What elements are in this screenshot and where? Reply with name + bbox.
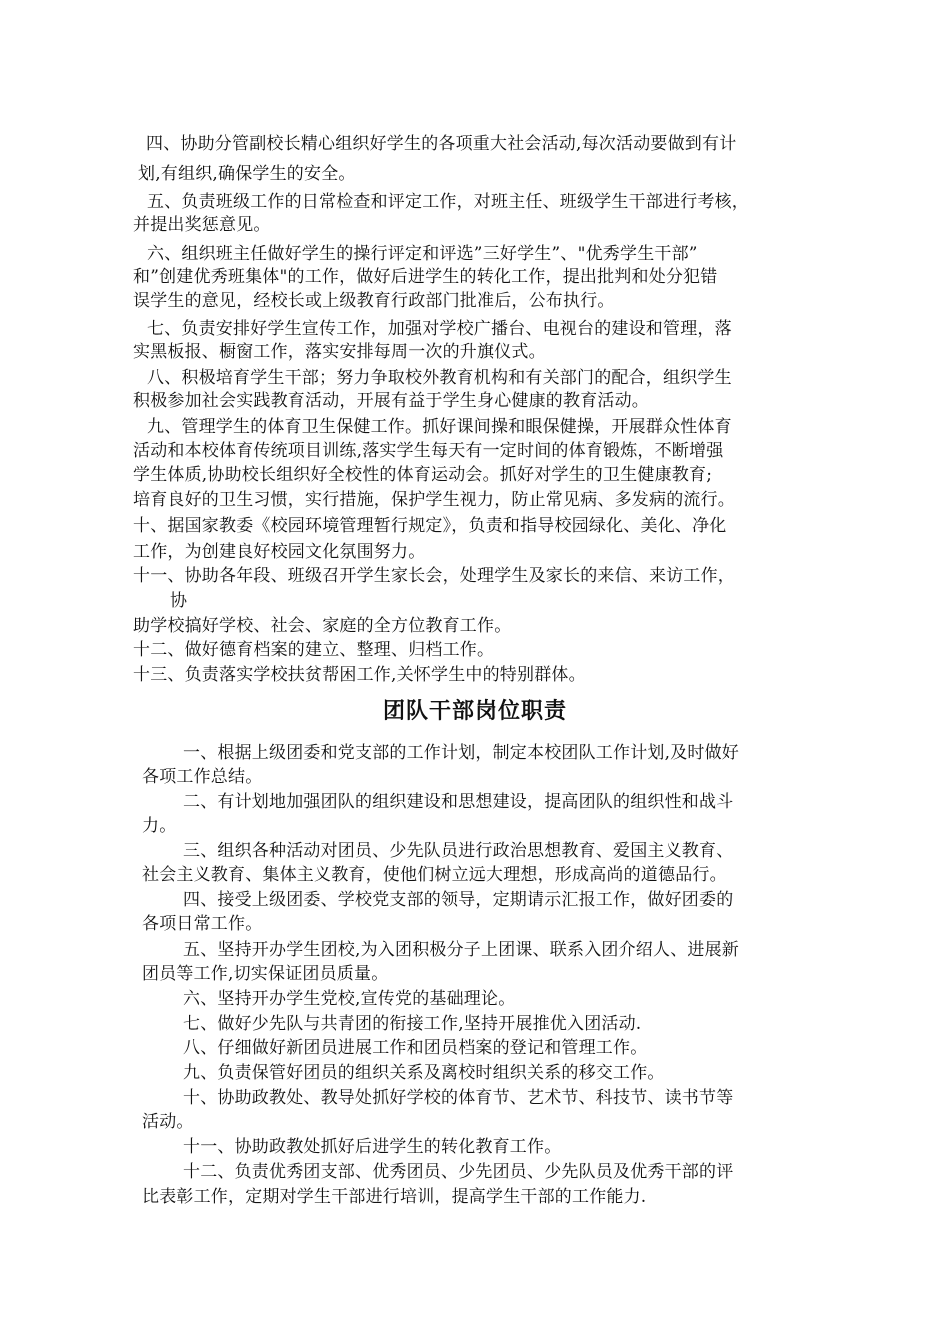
team-duty-line: 一、根据上级团委和党支部的工作计划，制定本校团队工作计划,及时做好 — [183, 743, 740, 763]
duty-line: 十、据国家教委《校园环境管理暂行规定》，负责和指导校园绿化、美化、净化 — [133, 516, 727, 536]
duty-line: 七、负责安排好学生宣传工作，加强对学校广播台、电视台的建设和管理，落 — [147, 319, 732, 339]
team-duty-line: 二、有计划地加强团队的组织建设和思想建设，提高团队的组织性和战斗 — [183, 792, 734, 812]
duty-line: 协 — [170, 591, 188, 611]
duty-line: 实黑板报、橱窗工作，落实安排每周一次的升旗仪式。 — [133, 342, 546, 362]
duty-line: 六、组织班主任做好学生的操行评定和评选”三好学生”、"优秀学生干部” — [147, 244, 698, 264]
duty-line: 误学生的意见，经校长或上级教育行政部门批准后，公布执行。 — [133, 291, 615, 311]
duty-line: 学生体质,协助校长组织好全校性的体育运动会。抓好对学生的卫生健康教育; — [133, 465, 713, 485]
duty-line: 培育良好的卫生习惯，实行措施，保护学生视力，防止常见病、多发病的流行。 — [133, 490, 735, 510]
duty-line: 并提出奖惩意见。 — [133, 215, 271, 235]
team-duty-line: 七、做好少先队与共青团的衔接工作,坚持开展推优入团活动. — [183, 1014, 642, 1034]
team-duty-line: 九、负责保管好团员的组织关系及离校时组织关系的移交工作。 — [183, 1063, 665, 1083]
team-duty-line: 十、协助政教处、教导处抓好学校的体育节、艺术节、科技节、读书节等 — [183, 1088, 734, 1108]
duty-line: 九、管理学生的体育卫生保健工作。抓好课间操和眼保健操，开展群众性体育 — [147, 417, 732, 437]
team-duty-line: 比表彰工作，定期对学生干部进行培训，提高学生干部的工作能力. — [142, 1187, 647, 1207]
team-duty-line: 力。 — [142, 816, 177, 836]
team-duty-line: 八、仔细做好新团员进展工作和团员档案的登记和管理工作。 — [183, 1038, 648, 1058]
duty-line: 和”创建优秀班集体"的工作，做好后进学生的转化工作，提出批判和处分犯错 — [133, 267, 718, 287]
duty-line: 五、负责班级工作的日常检查和评定工作，对班主任、班级学生干部进行考核， — [147, 192, 749, 212]
team-duty-line: 五、坚持开办学生团校,为入团积极分子上团课、联系入团介绍人、进展新 — [183, 940, 740, 960]
team-duty-line: 十一、协助政教处抓好后进学生的转化教育工作。 — [183, 1137, 562, 1157]
team-duty-line: 社会主义教育、集体主义教育，使他们树立远大理想，形成高尚的道德品行。 — [142, 865, 727, 885]
duty-line: 十三、负责落实学校扶贫帮困工作,关怀学生中的特别群体。 — [133, 665, 586, 685]
duty-line: 八、积极培育学生干部；努力争取校外教育机构和有关部门的配合，组织学生 — [147, 368, 732, 388]
team-duty-line: 各项工作总结。 — [142, 767, 263, 787]
team-duty-line: 团员等工作,切实保证团员质量。 — [142, 964, 389, 984]
duty-line: 工作，为创建良好校园文化氛围努力。 — [133, 542, 426, 562]
team-duty-line: 活动。 — [142, 1112, 194, 1132]
duty-line: 划,有组织,确保学生的安全。 — [138, 164, 356, 184]
team-duty-line: 三、组织各种活动对团员、少先队员进行政治思想教育、爱国主义教育、 — [183, 841, 734, 861]
duty-line: 十一、协助各年段、班级召开学生家长会，处理学生及家长的来信、来访工作， — [133, 566, 735, 586]
duty-line: 四、协助分管副校长精心组织好学生的各项重大社会活动,每次活动要做到有计 — [146, 134, 737, 154]
duty-line: 活动和本校体育传统项目训练,落实学生每天有一定时间的体育锻炼，不断增强 — [133, 441, 724, 461]
duty-line: 积极参加社会实践教育活动，开展有益于学生身心健康的教育活动。 — [133, 391, 649, 411]
duty-line: 十二、做好德育档案的建立、整理、归档工作。 — [133, 640, 495, 660]
team-duty-line: 十二、负责优秀团支部、优秀团员、少先团员、少先队员及优秀干部的评 — [183, 1162, 734, 1182]
team-duty-line: 六、坚持开办学生党校,宣传党的基础理论。 — [183, 989, 516, 1009]
section-title: 团队干部岗位职责 — [382, 698, 567, 724]
duty-line: 助学校搞好学校、社会、家庭的全方位教育工作。 — [133, 616, 512, 636]
team-duty-line: 四、接受上级团委、学校党支部的领导，定期请示汇报工作，做好团委的 — [183, 890, 734, 910]
team-duty-line: 各项日常工作。 — [142, 914, 263, 934]
